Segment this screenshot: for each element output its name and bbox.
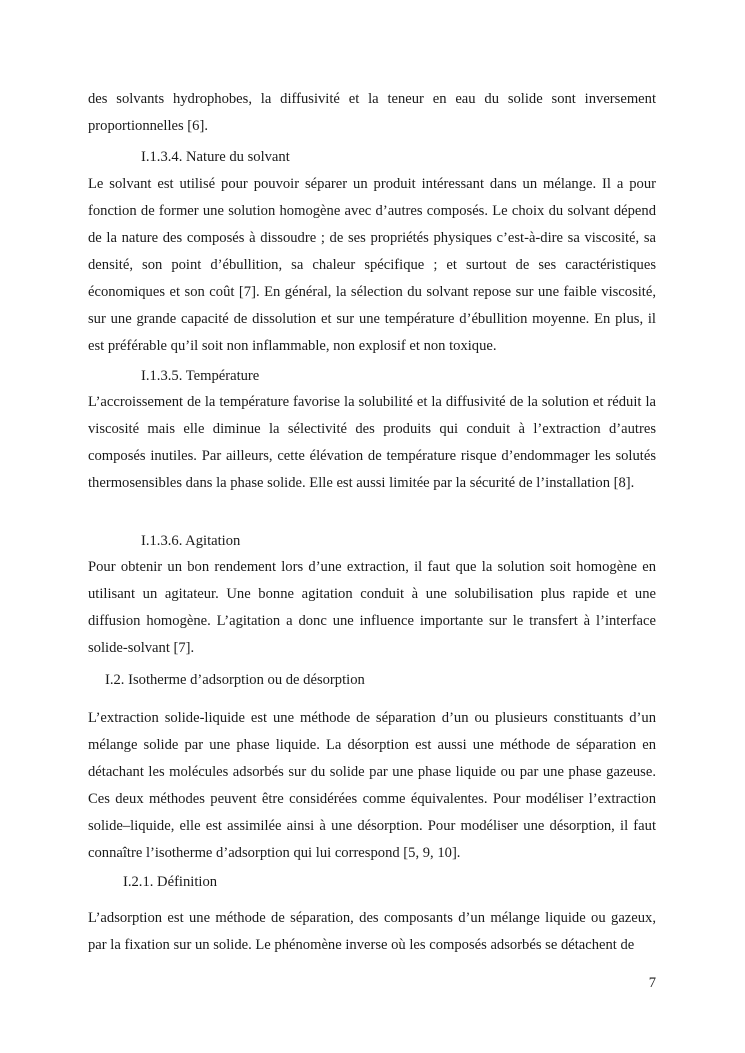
paragraph-continuation (88, 86, 656, 140)
paragraph-temperature (88, 389, 656, 497)
paragraph-text: des solvants hydrophobes, la diffusivité et la teneur en eau du solide sont inversement proportionnelles [6]. (88, 91, 656, 134)
paragraph-text: L’adsorption est une méthode de séparation, des composants d’un mélange liquide ou gazeux, par la fixation sur un solide. Le phénomène inverse où les composés adsorbés se détachent de (88, 910, 656, 953)
paragraph-text: L’accroissement de la température favorise la solubilité et la diffusivité de la solution et réduit la viscosité mais elle diminue la sélectivité des produits qui conduit à l’extraction d’autres composés inutiles. Par ailleurs, cette élévation de température risque d’endommager les solutés thermosensibles dans la phase solide. Elle est aussi limitée par la sécurité de l’installation [8]. (88, 394, 656, 491)
heading-text: I.2. Isotherme d’adsorption ou de désorption (105, 672, 365, 688)
paragraph-text: Pour obtenir un bon rendement lors d’une extraction, il faut que la solution soit homogène en utilisant un agitateur. Une bonne agitation conduit à une solubilisation plus rapide et une diffusion homogène. L’agitation a donc une influence importante sur le transfert à l’interface solide-solvant [7]. (88, 559, 656, 656)
heading-text: I.1.3.6. Agitation (141, 533, 241, 549)
heading-text: I.2.1. Définition (123, 874, 218, 890)
paragraph-isotherme (88, 705, 656, 867)
paragraph-agitation (88, 554, 656, 662)
paragraph-text: Le solvant est utilisé pour pouvoir séparer un produit intéressant dans un mélange. Il a pour fonction de former une solution homogène avec d’autres composés. Le choix du solvant dépend de la nature des composés à dissoudre ; de ses propriétés physiques c’est-à-dire sa viscosité, sa densité, son point d’ébullition, sa chaleur spécifique ; et surtout de ses caractéristiques économiques et son coût [7]. En général, la sélection du solvant repose sur une faible viscosité, sur une grande capacité de dissolution et sur une température d’ébullition moyenne. En plus, il est préférable qu’il soit non inflammable, non explosif et non toxique. (88, 176, 656, 354)
section-heading-isotherme (88, 669, 656, 691)
subsection-heading-agitation (88, 530, 656, 552)
paragraph-definition (88, 905, 656, 959)
page-number: 7 (648, 975, 656, 991)
subsection-heading-nature-du-solvant (88, 146, 656, 168)
paragraph-nature-du-solvant (88, 171, 656, 360)
paragraph-text: L’extraction solide-liquide est une méthode de séparation d’un ou plusieurs constituants d’un mélange solide par une phase liquide. La désorption est aussi une méthode de séparation en détachant les molécules adsorbés sur du solide par une phase liquide ou par une phase gazeuse. Ces deux méthodes peuvent être considérées comme équivalentes. Pour modéliser l’extraction solide–liquide, elle est assimilée ainsi à une désorption. Pour modéliser une désorption, il faut connaître l’isotherme d’adsorption qui lui correspond [5, 9, 10]. (88, 710, 656, 861)
subsection-heading-temperature (88, 365, 656, 387)
heading-text: I.1.3.4. Nature du solvant (141, 149, 290, 165)
heading-text: I.1.3.5. Température (141, 368, 260, 384)
subsection-heading-definition (88, 871, 656, 893)
